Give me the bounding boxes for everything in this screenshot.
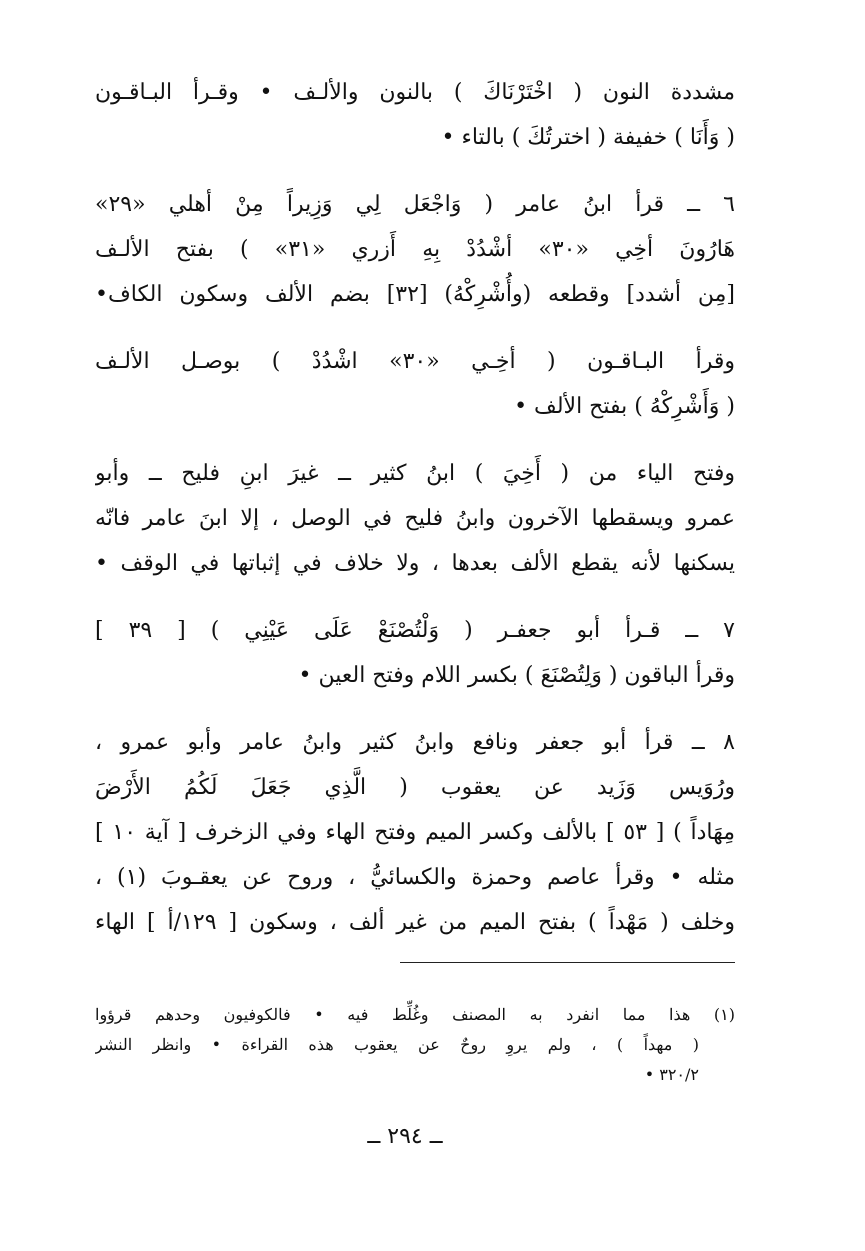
paragraph <box>95 608 735 698</box>
text-line: ورُوَيس وَزَيد عن يعقوب ( الَّذِي جَعَلَ لَكُمُ الأَرْضَ <box>95 775 735 800</box>
footnote-line: ( مهداً ) ، ولم يروِ روحٌ عن يعقوب هذه القراءة • وانظر النشر <box>95 1035 699 1054</box>
footnote <box>95 1000 735 1090</box>
text-line: ( وَأَشْرِكْهُ ) بفتح الألف • <box>514 394 735 419</box>
page-body <box>95 70 735 967</box>
text-line: مِهَاداً ) [ ٥٣ ] بالألف وكسر الميم وفتح الهاء وفي الزخرف [ آية ١٠ ] <box>95 820 735 845</box>
text-line: ٦ ــ قرأ ابنُ عامر ( وَاجْعَل لِي وَزِيراً مِنْ أهلي «٢٩» <box>95 192 735 217</box>
footnote-separator <box>400 962 735 963</box>
paragraph <box>95 451 735 586</box>
paragraph <box>95 339 735 429</box>
text-line: [مِن أشدد] وقطعه (وأُشْرِكْهُ) [٣٢] بضم الألف وسكون الكاف• <box>95 282 735 307</box>
text-line: هَارُونَ أخِي «٣٠» أشْدُدْ بِهِ أَزري «٣١» ) بفتح الألـف <box>95 237 735 262</box>
text-line: وقرأ البـاقـون ( أخِـي «٣٠» اشْدُدْ ) بوصـل الألـف <box>95 349 735 374</box>
paragraph <box>95 182 735 317</box>
text-line: وفتح الياء من ( أَخِيَ ) ابنُ كثير ــ غيرَ ابنِ فليح ــ وأبو <box>95 461 735 486</box>
text-line: وقرأ الباقون ( وَلِتُصْنَعَ ) بكسر اللام وفتح العين • <box>298 663 735 688</box>
footnote-line: ٣٢٠/٢ • <box>644 1065 699 1084</box>
page-number: ــ ٢٩٤ ــ <box>367 1124 443 1149</box>
text-line: ٧ ــ قـرأ أبو جعفـر ( وَلْتُصْنَعْ عَلَى عَيْنِي ) [ ٣٩ ] <box>95 618 735 643</box>
footnote-line: (١) هذا مما انفرد به المصنف وغُلِّط فيه • فالكوفيون وحدهم قرؤوا <box>95 1005 735 1024</box>
paragraph <box>95 70 735 160</box>
text-line: عمرو ويسقطها الآخرون وابنُ فليح في الوصل ، إلا ابنَ عامر فانّه <box>95 506 735 531</box>
text-line: ( وَأَنَا ) خفيفة ( اخترتُكَ ) بالتاء • <box>441 125 735 150</box>
text-line: يسكنها لأنه يقطع الألف بعدها ، ولا خلاف في إثباتها في الوقف • <box>95 551 735 576</box>
text-line: مشددة النون ( اخْتَرْنَاكَ ) بالنون والألـف • وقـرأ البـاقـون <box>95 80 735 105</box>
text-line: وخلف ( مَهْداً ) بفتح الميم من غير ألف ، وسكون [ ١٢٩/أ ] الهاء <box>95 910 735 935</box>
text-line: ٨ ــ قرأ أبو جعفر ونافع وابنُ كثير وابنُ عامر وأبو عمرو ، <box>95 730 735 755</box>
paragraph <box>95 720 735 945</box>
text-line: مثله • وقرأ عاصم وحمزة والكسائيُّ ، وروح عن يعقـوبَ (١) ، <box>95 865 735 890</box>
